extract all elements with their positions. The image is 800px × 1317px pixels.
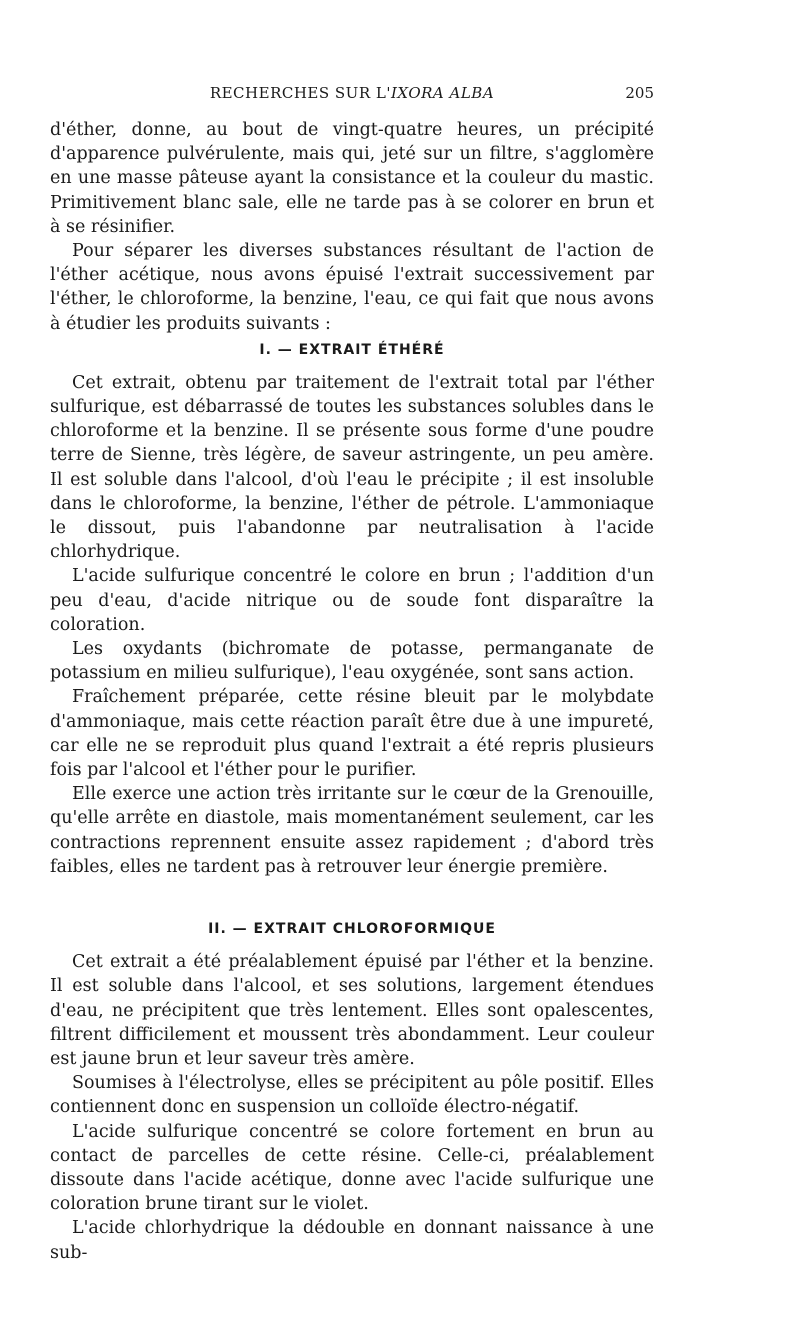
paragraph: L'acide sulfurique concentré le colore en brun ; l'addition d'un peu d'eau, d'acide nitrique ou de soude font disparaître la coloration. [50,566,654,635]
paragraph: Soumises à l'électrolyse, elles se précipitent au pôle positif. Elles contiennent donc en suspension un colloïde électro-négatif. [50,1073,654,1118]
paragraph: d'éther, donne, au bout de vingt-quatre heures, un précipité d'apparence pulvérulente, mais qui, jeté sur un filtre, s'agglomère en une masse pâteuse ayant la consistance et la couleur du mastic. Primitivement blanc sale, elle ne tarde pas à se colorer en brun et à se résinifier. [50,120,654,237]
page-header [50,84,654,106]
page-number: 205 [625,84,654,102]
section-heading-extrait-ethere: I. — EXTRAIT ÉTHÉRÉ [259,341,445,358]
paragraph: Cet extrait a été préalablement épuisé par l'éther et la benzine. Il est soluble dans l'alcool, et ses solutions, largement étendues d'eau, ne précipitent que très lentement. Elles sont opalescentes, filtrent difficilement et moussent très abondamment. Leur couleur est jaune brun et leur saveur très amère. [50,952,654,1069]
paragraph: Elle exerce une action très irritante sur le cœur de la Grenouille, qu'elle arrête en diastole, mais momentanément seulement, car les contractions reprennent ensuite assez rapidement ; d'abord très faibles, elles ne tardent pas à retrouver leur énergie première. [50,784,654,877]
section-extrait-ethere [50,371,654,879]
running-title-italic: IXORA ALBA [390,84,495,102]
paragraph: Cet extrait, obtenu par traitement de l'extrait total par l'éther sulfurique, est débarrassé de toutes les substances solubles dans le chloroforme et la benzine. Il se présente sous forme d'une poudre terre de Sienne, très légère, de saveur astringente, un peu amère. Il est soluble dans l'alcool, d'où l'eau le précipite ; il est insoluble dans le chloroforme, la benzine, l'éther de pétrole. L'ammoniaque le dissout, puis l'abandonne par neutralisation à l'acide chlorhydrique. [50,372,654,563]
section-heading-extrait-chloroformique: II. — EXTRAIT CHLOROFORMIQUE [208,921,496,938]
section-extrait-chloroformique [50,950,654,1265]
paragraph: L'acide chlorhydrique la dédouble en donnant naissance à une sub- [50,1218,654,1263]
paragraph: L'acide sulfurique concentré se colore fortement en brun au contact de parcelles de cette résine. Celle-ci, préalablement dissoute dans l'acide acétique, donne avec l'acide sulfurique une coloration brune tirant sur le violet. [50,1121,654,1215]
intro-section [50,118,654,336]
page-body [50,118,654,1265]
paragraph: Fraîchement préparée, cette résine bleuit par le molybdate d'ammoniaque, mais cette réaction paraît être due à une impureté, car elle ne se reproduit plus quand l'extrait a été repris plusieurs fois par l'alcool et l'éther pour le purifier. [50,687,654,781]
running-title [50,84,654,102]
paragraph: Les oxydants (bichromate de potasse, permanganate de potassium en milieu sulfurique), l'eau oxygénée, sont sans action. [50,639,654,684]
running-title-prefix: RECHERCHES SUR L' [209,84,391,102]
paragraph: Pour séparer les diverses substances résultant de l'action de l'éther acétique, nous avons épuisé l'extrait successivement par l'éther, le chloroforme, la benzine, l'eau, ce qui fait que nous avons à étudier les produits suivants : [50,241,654,334]
